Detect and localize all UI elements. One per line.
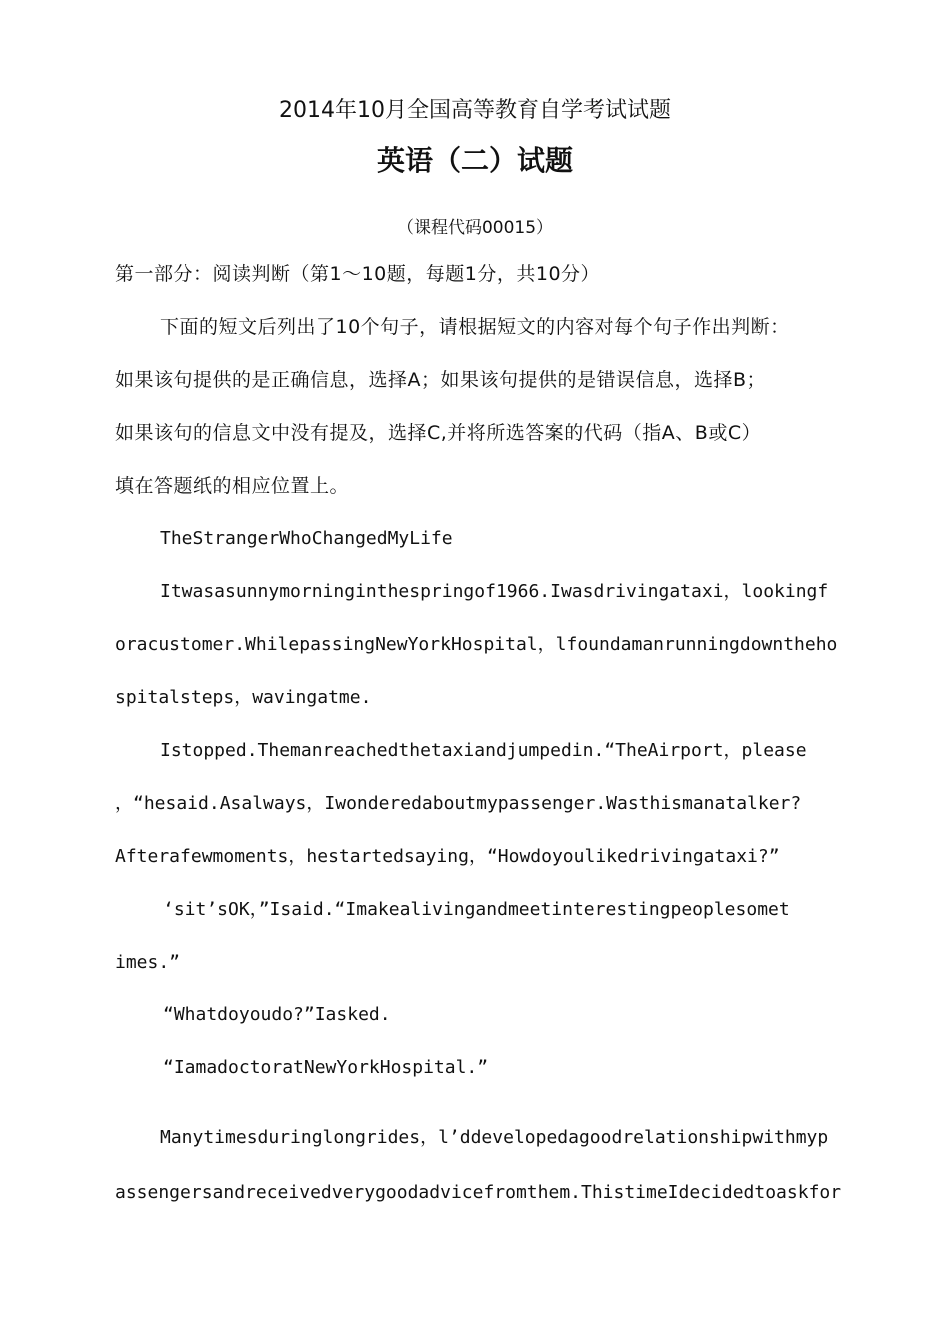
instruction-line: 下面的短文后列出了10个句子，请根据短文的内容对每个句子作出判断： <box>160 316 790 338</box>
passage-line: Istopped.Themanreachedthetaxiandjumpedin.“TheAirport，please <box>160 740 807 761</box>
passage-line: Manytimesduringlongrides，l’ddevelopedagoodrelationshipwithmyp <box>160 1127 829 1148</box>
passage-line: “Whatdoyoudo?”Iasked. <box>163 1004 391 1025</box>
instruction-line: 如果该句提供的是正确信息，选择A；如果该句提供的是错误信息，选择B； <box>115 369 767 391</box>
course-code: （课程代码00015） <box>396 218 554 238</box>
exam-title: 2014年10月全国高等教育自学考试试题 <box>279 98 671 123</box>
instruction-line: 填在答题纸的相应位置上。 <box>115 475 350 497</box>
passage-line: ‘sit’sOK，”Isaid.“Imakealivingandmeetinterestingpeoplesomet <box>163 899 790 920</box>
passage-line: assengersandreceivedverygoodadvicefromthem.ThistimeIdecidedtoaskfor <box>115 1182 842 1203</box>
subject-title: 英语（二）试题 <box>376 144 573 177</box>
passage-line: “IamadoctoratNewYorkHospital.” <box>163 1057 489 1078</box>
instruction-line: 如果该句的信息文中没有提及，选择C,并将所选答案的代码（指A、B或C） <box>115 422 762 444</box>
passage-line: imes.” <box>115 952 181 973</box>
passage-line: ，“hesaid.Asalways，Iwonderedaboutmypassenger.Wasthismanatalker? <box>115 793 802 814</box>
passage-title: TheStrangerWhoChangedMyLife <box>160 528 453 549</box>
passage-line: oracustomer.WhilepassingNewYorkHospital，lfoundamanrunningdowntheho <box>115 634 838 655</box>
passage-line: Itwasasunnymorninginthespringof1966.Iwasdrivingataxi，lookingf <box>160 581 829 602</box>
section-heading: 第一部分：阅读判断（第1～10题，每题1分，共10分） <box>115 263 601 285</box>
passage-line: Afterafewmoments，hestartedsaying，“Howdoyoulikedrivingataxi?” <box>115 846 780 867</box>
passage-line: spitalsteps，wavingatme. <box>115 687 372 708</box>
